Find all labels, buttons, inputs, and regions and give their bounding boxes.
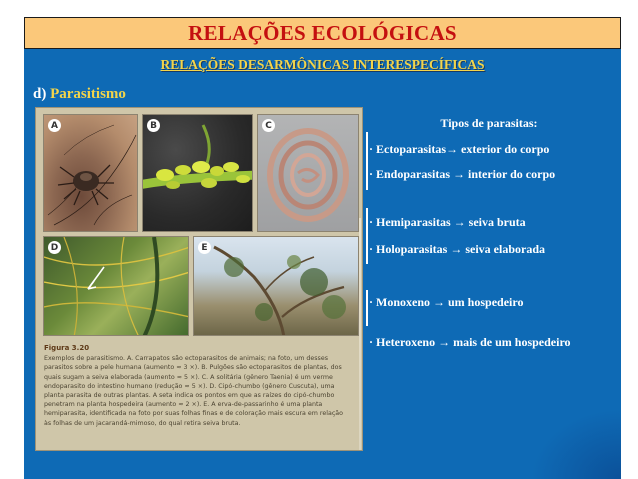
parasite-type-ectoparasitas: · Ectoparasitas→ exterior do corpo (369, 142, 550, 156)
tick-illustration (44, 115, 138, 232)
tree-illustration (194, 237, 359, 336)
photo-label-d: D (48, 241, 61, 254)
figure-side-rule (359, 218, 361, 451)
photo-label-e: E (198, 241, 211, 254)
section-name: Parasitismo (50, 86, 126, 102)
photo-label-a: A (48, 119, 61, 132)
photo-mistletoe-tree (193, 236, 359, 336)
parasite-types-title: Tipos de parasitas: (440, 116, 538, 130)
parasite-type-holoparasitas: · Holoparasitas → seiva elaborada (369, 242, 546, 256)
parasite-type-endoparasitas: · Endoparasitas → interior do corpo (369, 167, 556, 181)
photo-label-b: B (147, 119, 160, 132)
parasite-type-hemiparasitas: · Hemiparasitas → seiva bruta (369, 215, 526, 229)
photo-aphids (142, 114, 253, 232)
figure-caption (44, 344, 344, 428)
vine-illustration (44, 237, 189, 336)
parasite-type-monoxeno: · Monoxeno → um hospedeiro (369, 295, 524, 309)
title-bar (24, 17, 621, 49)
parasite-type-heteroxeno: · Heteroxeno → mais de um hospedeiro (369, 335, 571, 349)
photo-dodder-vine (43, 236, 189, 336)
bracket-hosts (366, 290, 368, 326)
section-heading (33, 86, 126, 103)
aphids-illustration (143, 115, 253, 232)
photo-tick-on-skin (43, 114, 138, 232)
bracket-location (366, 132, 368, 190)
bracket-nutrition (366, 208, 368, 264)
section-letter: d) (33, 86, 47, 102)
textbook-figure (35, 107, 363, 451)
photo-tapeworm (257, 114, 359, 232)
photo-label-c: C (262, 119, 275, 132)
slide-subtitle: RELAÇÕES DESARMÔNICAS INTERESPECÍFICAS (160, 57, 485, 72)
tapeworm-illustration (258, 115, 359, 232)
slide-title: RELAÇÕES ECOLÓGICAS (188, 20, 457, 45)
figure-caption-label: Figura 3.20 (44, 344, 90, 352)
figure-caption-text: Exemplos de parasitismo. A. Carrapatos são ectoparasitos de animais; na foto, um desses parasitos sobre a pele humana (aumento ≈ 3 ×). B. Pulgões são ectoparasitos de plantas, dos quais sugam a seiva elaborada (aumento ≈ 5 ×). C. A solitária (gênero Taenia) é um verme endoparasito do intestino humano (redução ≈ 5 ×). D. Cipó-chumbo (gênero Cuscuta), uma planta parasita de outras plantas. A seta indica os pontos em que as raízes do cipó-chumbo penetram na planta hospedeira (aumento ≈ 2 ×). E. A erva-de-passarinho é uma planta hemiparasita, identificada na foto por suas folhas finas e de coloração mais escura em relação às folhas de um jacarandá-mimoso, do qual retira seiva bruta. (44, 355, 344, 427)
slide (24, 0, 621, 479)
